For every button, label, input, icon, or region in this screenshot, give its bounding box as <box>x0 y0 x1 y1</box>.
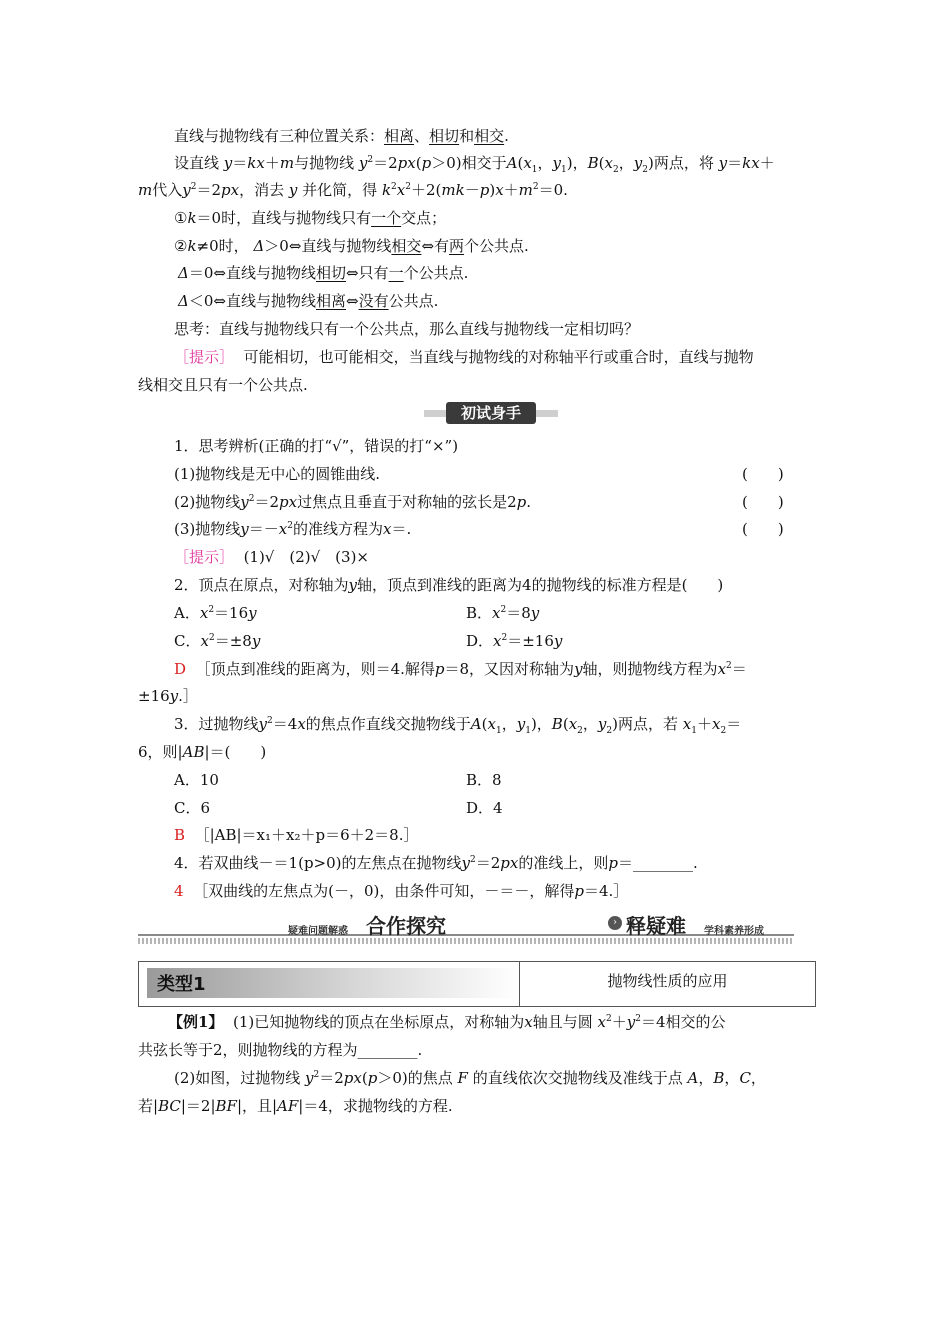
answer-paren: ( ) <box>742 465 784 483</box>
option-b: B．8 <box>466 771 502 789</box>
option-d: D．$x^2=\pm 16y$ <box>466 632 563 650</box>
question-4-explanation: 4 ［双曲线的左焦点为(－，0)，由条件可知，－＝－，解得p＝4.］ <box>174 882 629 900</box>
type-1-header: 类型1 抛物线性质的应用 <box>138 961 816 1007</box>
section-banner-practice: 初试身手 <box>424 402 558 426</box>
position-relations-line: 直线与抛物线有三种位置关系：相离、相切和相交. <box>174 127 509 145</box>
answer-letter: D <box>174 660 187 678</box>
type-1-title: 抛物线性质的应用 <box>607 972 728 990</box>
hint-line-1: ［提示］ 可能相切，也可能相交，当直线与抛物线的对称轴平行或重合时，直线与抛物 <box>174 348 754 366</box>
option-d: D．4 <box>466 799 503 817</box>
option-c: C．$x^2=\pm 8y$ <box>174 632 261 650</box>
case-delta-positive: ②k≠0时， Δ＞0⇔直线与抛物线相交⇔有两个公共点. <box>174 237 529 255</box>
question-2-explanation: D ［顶点到准线的距离为，则＝4.解得p＝8，又因对称轴为y轴，则抛物线方程为$x^2=$ <box>174 660 747 678</box>
question-3-stem-cont: 6，则|AB|＝( ) <box>138 743 267 761</box>
question-1-item-2: (2)抛物线$y^2=2px$过焦点且垂直于对称轴的弦长是2p. <box>174 493 532 511</box>
answer-letter: B <box>174 826 186 844</box>
case-k-zero: ①k＝0时，直线与抛物线只有一个交点； <box>174 209 447 227</box>
think-question: 思考：直线与抛物线只有一个公共点，那么直线与抛物线一定相切吗？ <box>174 320 640 338</box>
question-3-stem: 3．过抛物线$y^2=4x$的焦点作直线交抛物线于$A(x_1$，$y_1$)，$B(x_2$，$y_2$)两点，若 $x_1+x_2=$ <box>174 715 742 736</box>
question-1-item-1: (1)抛物线是无中心的圆锥曲线. <box>174 465 381 483</box>
example-1-part-1-cont: 共弦长等于2，则抛物线的方程为________. <box>138 1041 423 1059</box>
question-1-hint: ［提示］ (1)√ (2)√ (3)× <box>174 548 369 566</box>
arrow-icon: › <box>608 916 622 930</box>
hint-line-2: 线相交且只有一个公共点. <box>138 376 308 394</box>
case-delta-zero: Δ＝0⇔直线与抛物线相切⇔只有一个公共点. <box>178 264 469 282</box>
answer-letter: 4 <box>174 882 184 900</box>
section-header-cooperative: 疑难问题解惑 合作探究 › 释疑难 学科素养形成 <box>138 910 794 950</box>
option-b: B．$x^2=8y$ <box>466 604 540 622</box>
option-a: A．$x^2=16y$ <box>174 604 257 622</box>
example-1-part-2-cont: 若|BC|＝2|BF|，且|AF|＝4，求抛物线的方程. <box>138 1097 453 1115</box>
question-4-stem: 4．若双曲线－＝1(p>0)的左焦点在抛物线$y^2=2px$的准线上，则p＝________. <box>174 854 698 872</box>
answer-paren: ( ) <box>742 493 784 511</box>
hint-tag: ［提示］ <box>174 348 235 366</box>
option-c: C．6 <box>174 799 211 817</box>
answer-paren: ( ) <box>742 520 784 538</box>
question-3-explanation: B ［|AB|＝x₁＋x₂＋p＝6＋2＝8.］ <box>174 826 419 844</box>
example-1-part-1: 【例1】 (1)已知抛物线的顶点在坐标原点，对称轴为x轴且与圆 $x^2+y^2=4$相交的公 <box>168 1013 726 1031</box>
question-2-explanation-cont: ±16y.］ <box>138 687 198 705</box>
case-delta-negative: Δ＜0⇔直线与抛物线相离⇔没有公共点. <box>178 292 439 310</box>
substitution-line: m代入$y^2=2px$，消去 y 并化简，得 $k^2x^2+2(mk-p)x+m^2=0$. <box>138 181 568 199</box>
example-1-part-2: (2)如图，过抛物线 $y^2=2px(p>0)$的焦点 F 的直线依次交抛物线及准线于点 A，B，C， <box>174 1069 766 1087</box>
intersection-setup-line: 设直线 y＝kx＋m与抛物线 $y^2=2px(p>0)$相交于$A(x_1$，$y_1$)，$B(x_2$，$y_2$)两点，将 y＝kx＋ <box>174 154 775 175</box>
question-1-stem: 1．思考辨析(正确的打“√”，错误的打“×”) <box>174 437 459 455</box>
question-2-stem: 2．顶点在原点，对称轴为y轴，顶点到准线的距离为4的抛物线的标准方程是( ) <box>174 576 724 594</box>
option-a: A．10 <box>174 771 219 789</box>
question-1-item-3: (3)抛物线$y=-x^2$的准线方程为x＝. <box>174 520 412 538</box>
